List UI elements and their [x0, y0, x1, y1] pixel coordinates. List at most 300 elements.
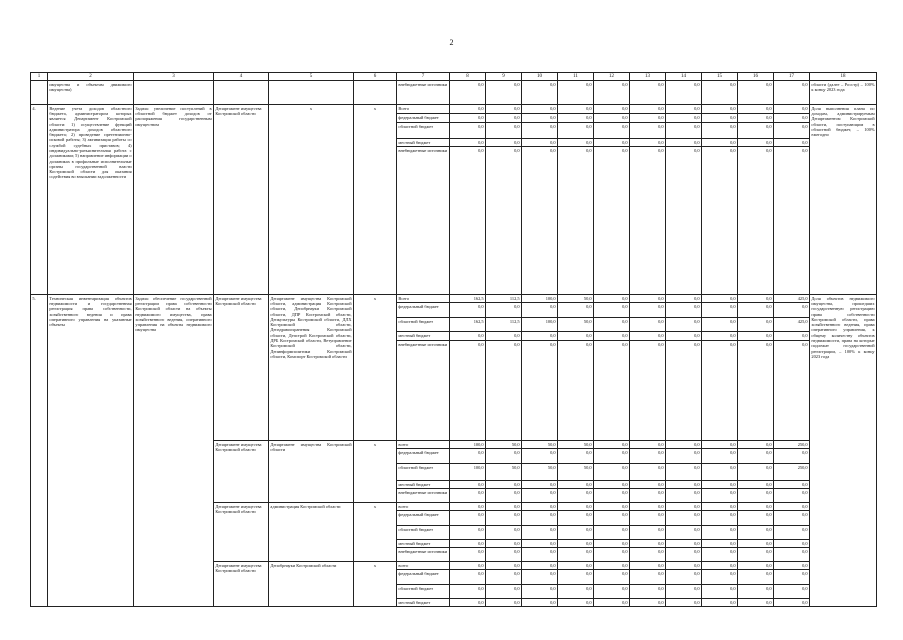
table-cell: федеральный бюджет [397, 303, 450, 318]
table-cell: x [354, 562, 397, 607]
value-cell: 0,0 [702, 540, 738, 548]
value-cell: 0,0 [630, 526, 666, 540]
value-cell: 0,0 [738, 318, 774, 332]
column-header: 14 [666, 73, 702, 81]
value-cell: 0,0 [666, 318, 702, 332]
value-cell: 0,0 [702, 464, 738, 481]
value-cell: 0,0 [738, 449, 774, 464]
value-cell: 0,0 [558, 332, 594, 341]
table-cell: 5. [31, 295, 48, 607]
table-cell: Всего [397, 105, 450, 114]
value-cell: 0,0 [774, 526, 810, 540]
value-cell: 0,0 [558, 489, 594, 503]
value-cell: 0,0 [666, 114, 702, 123]
value-cell: 0,0 [450, 570, 486, 585]
continuation-row [31, 81, 877, 105]
value-cell: 0,0 [594, 464, 630, 481]
table-cell: Всего [397, 295, 450, 303]
value-cell: 0,0 [594, 295, 630, 303]
value-cell: 0,0 [522, 332, 558, 341]
value-cell: 0,0 [738, 303, 774, 318]
value-cell: 0,0 [558, 548, 594, 562]
column-header: 9 [486, 73, 522, 81]
table-cell: федеральный бюджет [397, 114, 450, 123]
column-header: 5 [269, 73, 354, 81]
value-cell: 50,0 [558, 295, 594, 303]
table-cell: области (далее – Росстр) – 100% к концу 2023 года [810, 81, 877, 105]
value-cell: 0,0 [630, 511, 666, 526]
value-cell: 0,0 [594, 489, 630, 503]
value-cell: 0,0 [486, 481, 522, 489]
value-cell: 0,0 [522, 139, 558, 147]
table-cell: местный бюджет [397, 332, 450, 341]
value-cell: 0,0 [738, 441, 774, 449]
table-cell [134, 81, 214, 105]
value-cell: 0,0 [630, 81, 666, 105]
value-cell: 0,0 [486, 570, 522, 585]
value-cell: 50,0 [558, 318, 594, 332]
value-cell: 0,0 [630, 114, 666, 123]
value-cell: 0,0 [630, 123, 666, 139]
value-cell: 0,0 [774, 503, 810, 511]
value-cell: 425,0 [774, 318, 810, 332]
value-cell: 0,0 [738, 562, 774, 570]
value-cell: 0,0 [666, 449, 702, 464]
value-cell: 0,0 [486, 503, 522, 511]
table-cell: областной бюджет [397, 123, 450, 139]
value-cell: 0,0 [630, 540, 666, 548]
value-cell: 0,0 [738, 489, 774, 503]
value-cell: 0,0 [558, 449, 594, 464]
value-cell: 0,0 [666, 481, 702, 489]
value-cell: 0,0 [486, 540, 522, 548]
value-cell: 0,0 [558, 139, 594, 147]
value-cell: 0,0 [486, 123, 522, 139]
value-cell: 0,0 [738, 81, 774, 105]
value-cell: 250,0 [774, 464, 810, 481]
table-cell: местный бюджет [397, 139, 450, 147]
value-cell: 0,0 [522, 123, 558, 139]
value-cell: 0,0 [630, 548, 666, 562]
value-cell: 0,0 [486, 147, 522, 295]
value-cell: 0,0 [594, 123, 630, 139]
value-cell: 0,0 [558, 599, 594, 607]
column-header: 12 [594, 73, 630, 81]
table-cell: x [354, 503, 397, 562]
value-cell: 0,0 [774, 105, 810, 114]
value-cell: 0,0 [630, 147, 666, 295]
value-cell: 0,0 [738, 511, 774, 526]
value-cell: 0,0 [666, 548, 702, 562]
value-cell: 0,0 [594, 303, 630, 318]
value-cell: 0,0 [774, 585, 810, 599]
value-cell: 162,5 [450, 295, 486, 303]
value-cell: 0,0 [702, 318, 738, 332]
value-cell: 0,0 [522, 599, 558, 607]
table-cell: x [269, 105, 354, 295]
value-cell: 0,0 [450, 449, 486, 464]
value-cell: 0,0 [450, 303, 486, 318]
value-cell: 0,0 [666, 147, 702, 295]
value-cell: 0,0 [522, 449, 558, 464]
value-cell: 0,0 [738, 123, 774, 139]
value-cell: 0,0 [558, 570, 594, 585]
value-cell: 0,0 [450, 147, 486, 295]
value-cell: 0,0 [702, 332, 738, 341]
value-cell: 0,0 [630, 449, 666, 464]
value-cell: 0,0 [594, 511, 630, 526]
value-cell: 0,0 [774, 599, 810, 607]
table-cell: имущества и объектам движимого имущества) [48, 81, 134, 105]
table-cell: внебюджетные источники [397, 147, 450, 295]
value-cell: 0,0 [774, 570, 810, 585]
table-cell: Задача: обеспечение государственной регистрации права собственности Костромской области на объекты недвижимого имущества, права хозяйственного ведения, оперативного управления на объекты недвижимого имущества [134, 295, 214, 607]
table-cell: всего [397, 441, 450, 449]
value-cell: 0,0 [558, 526, 594, 540]
value-cell: 0,0 [450, 585, 486, 599]
table-cell: Департамент имущества Костромской области, администрация Костромской области, Депобрнауки Костромской области, ДПР Костромской области, Депкультуры Костромской области, ДЛХ Костромской области, Депздравоохранения Костромской области, Депстрой Костромской области, ДРБ Костромской области, Ветуправление Костромской области, Депинформполитики Костромской области, Комспорт Костромской области [269, 295, 354, 441]
value-cell: 0,0 [702, 585, 738, 599]
table-cell: x [354, 295, 397, 441]
table-cell: внебюджетные источники [397, 548, 450, 562]
value-cell: 0,0 [666, 570, 702, 585]
value-cell: 0,0 [774, 548, 810, 562]
table-cell [214, 81, 269, 105]
value-cell: 0,0 [522, 562, 558, 570]
value-cell: 0,0 [666, 341, 702, 441]
value-cell: 0,0 [702, 441, 738, 449]
value-cell: 0,0 [558, 105, 594, 114]
value-cell: 0,0 [630, 562, 666, 570]
value-cell: 0,0 [522, 341, 558, 441]
value-cell: 100,0 [522, 318, 558, 332]
table-cell: Депобрнауки Костромской области [269, 562, 354, 607]
value-cell: 0,0 [702, 562, 738, 570]
value-cell: 0,0 [774, 147, 810, 295]
value-cell: 0,0 [702, 295, 738, 303]
value-cell: 0,0 [702, 526, 738, 540]
value-cell: 0,0 [486, 599, 522, 607]
value-cell: 0,0 [630, 441, 666, 449]
value-cell: 0,0 [522, 570, 558, 585]
value-cell: 0,0 [558, 303, 594, 318]
table-cell: областной бюджет [397, 585, 450, 599]
value-cell: 50,0 [486, 441, 522, 449]
value-cell: 0,0 [594, 562, 630, 570]
table-cell: Доля выполнения плана по доходам, администрируемым Департаментом Костромской области, поступающим в областной бюджет, – 100% ежегодно [810, 105, 877, 295]
value-cell: 0,0 [594, 105, 630, 114]
table-cell: всего [397, 503, 450, 511]
program-table [30, 72, 877, 607]
value-cell: 0,0 [594, 318, 630, 332]
value-cell: 0,0 [450, 548, 486, 562]
value-cell: 0,0 [486, 303, 522, 318]
value-cell: 0,0 [738, 540, 774, 548]
value-cell: 0,0 [774, 139, 810, 147]
value-cell: 0,0 [594, 81, 630, 105]
value-cell: 0,0 [630, 332, 666, 341]
value-cell: 0,0 [594, 114, 630, 123]
value-cell: 0,0 [738, 548, 774, 562]
value-cell: 0,0 [558, 147, 594, 295]
value-cell: 0,0 [630, 503, 666, 511]
value-cell: 0,0 [558, 562, 594, 570]
value-cell: 0,0 [738, 295, 774, 303]
column-header: 6 [354, 73, 397, 81]
value-cell: 0,0 [666, 585, 702, 599]
value-cell: 0,0 [666, 295, 702, 303]
value-cell: 0,0 [702, 139, 738, 147]
column-header: 8 [450, 73, 486, 81]
value-cell: 0,0 [774, 562, 810, 570]
value-cell: 0,0 [738, 105, 774, 114]
value-cell: 0,0 [666, 464, 702, 481]
value-cell: 0,0 [450, 526, 486, 540]
value-cell: 0,0 [774, 81, 810, 105]
value-cell: 0,0 [738, 481, 774, 489]
column-header: 3 [134, 73, 214, 81]
column-header: 11 [558, 73, 594, 81]
value-cell: 0,0 [630, 489, 666, 503]
value-cell: 0,0 [522, 147, 558, 295]
value-cell: 0,0 [558, 114, 594, 123]
value-cell: 0,0 [702, 570, 738, 585]
value-cell: 0,0 [702, 123, 738, 139]
table-cell: областной бюджет [397, 464, 450, 481]
value-cell: 0,0 [486, 585, 522, 599]
column-header: 2 [48, 73, 134, 81]
row-4-line [31, 105, 877, 114]
table-cell: x [354, 105, 397, 295]
value-cell: 0,0 [666, 503, 702, 511]
value-cell: 0,0 [450, 81, 486, 105]
value-cell: 0,0 [630, 464, 666, 481]
value-cell: 0,0 [774, 341, 810, 441]
value-cell: 0,0 [702, 303, 738, 318]
value-cell: 0,0 [774, 114, 810, 123]
value-cell: 0,0 [774, 540, 810, 548]
table-cell: федеральный бюджет [397, 449, 450, 464]
value-cell: 50,0 [558, 441, 594, 449]
value-cell: 0,0 [666, 489, 702, 503]
value-cell: 0,0 [450, 599, 486, 607]
table-cell: администрация Костромской области [269, 503, 354, 562]
value-cell: 0,0 [594, 570, 630, 585]
value-cell: 0,0 [522, 548, 558, 562]
value-cell: 0,0 [738, 139, 774, 147]
value-cell: 100,0 [450, 441, 486, 449]
value-cell: 0,0 [666, 599, 702, 607]
value-cell: 0,0 [702, 449, 738, 464]
table-cell [354, 81, 397, 105]
value-cell: 0,0 [450, 114, 486, 123]
value-cell: 0,0 [522, 481, 558, 489]
column-header: 1 [31, 73, 48, 81]
value-cell: 100,0 [450, 464, 486, 481]
value-cell: 0,0 [522, 114, 558, 123]
value-cell: 0,0 [558, 503, 594, 511]
value-cell: 0,0 [666, 540, 702, 548]
value-cell: 0,0 [558, 511, 594, 526]
table-cell: федеральный бюджет [397, 570, 450, 585]
value-cell: 0,0 [702, 147, 738, 295]
value-cell: 0,0 [702, 481, 738, 489]
value-cell: 0,0 [486, 562, 522, 570]
value-cell: 0,0 [630, 341, 666, 441]
value-cell: 100,0 [522, 295, 558, 303]
value-cell: 0,0 [666, 105, 702, 114]
value-cell: 0,0 [738, 570, 774, 585]
value-cell: 0,0 [450, 341, 486, 441]
value-cell: 0,0 [738, 503, 774, 511]
value-cell: 0,0 [666, 139, 702, 147]
value-cell: 0,0 [486, 105, 522, 114]
column-header: 18 [810, 73, 877, 81]
value-cell: 0,0 [486, 341, 522, 441]
value-cell: 50,0 [522, 464, 558, 481]
table-cell: внебюджетные источники [397, 341, 450, 441]
value-cell: 0,0 [450, 540, 486, 548]
value-cell: 0,0 [666, 123, 702, 139]
value-cell: 0,0 [450, 332, 486, 341]
value-cell: 0,0 [450, 123, 486, 139]
value-cell: 0,0 [738, 332, 774, 341]
value-cell: 0,0 [774, 123, 810, 139]
table-cell: Задача: увеличение поступлений в областной бюджет доходов от распоряжения государственным имуществом [134, 105, 214, 295]
value-cell: 0,0 [738, 526, 774, 540]
value-cell: 0,0 [486, 81, 522, 105]
value-cell: 0,0 [450, 489, 486, 503]
value-cell: 112,5 [486, 318, 522, 332]
value-cell: 0,0 [486, 114, 522, 123]
table-cell: Департамент имущества Костромской области [214, 562, 269, 607]
table-cell: Департамент имущества Костромской области [269, 441, 354, 503]
value-cell: 0,0 [558, 81, 594, 105]
value-cell: 0,0 [774, 303, 810, 318]
value-cell: 0,0 [630, 105, 666, 114]
value-cell: 0,0 [630, 295, 666, 303]
table-cell: местный бюджет [397, 481, 450, 489]
table-cell: областной бюджет [397, 318, 450, 332]
value-cell: 0,0 [522, 585, 558, 599]
table-cell: 4. [31, 105, 48, 295]
value-cell: 0,0 [738, 114, 774, 123]
value-cell: 0,0 [594, 481, 630, 489]
value-cell: 0,0 [774, 449, 810, 464]
value-cell: 0,0 [522, 540, 558, 548]
table-cell [269, 81, 354, 105]
value-cell: 0,0 [486, 449, 522, 464]
table-cell: местный бюджет [397, 599, 450, 607]
value-cell: 0,0 [666, 562, 702, 570]
value-cell: 0,0 [450, 503, 486, 511]
value-cell: 0,0 [630, 570, 666, 585]
value-cell: 0,0 [522, 81, 558, 105]
table-cell: Техническая инвентаризация объектов недвижимости и государственная регистрация права собственности, хозяйственного ведения и права оперативного управления на указанные объекты [48, 295, 134, 607]
value-cell: 0,0 [450, 105, 486, 114]
table-cell: внебюджетные источники [397, 489, 450, 503]
header-row [31, 73, 877, 81]
table-cell: Департамент имущества Костромской области [214, 503, 269, 562]
column-header: 10 [522, 73, 558, 81]
value-cell: 0,0 [774, 481, 810, 489]
value-cell: 0,0 [486, 139, 522, 147]
value-cell: 0,0 [738, 585, 774, 599]
value-cell: 0,0 [666, 441, 702, 449]
value-cell: 425,0 [774, 295, 810, 303]
value-cell: 50,0 [558, 464, 594, 481]
value-cell: 0,0 [450, 562, 486, 570]
value-cell: 112,5 [486, 295, 522, 303]
value-cell: 0,0 [702, 489, 738, 503]
table-cell: всего [397, 562, 450, 570]
value-cell: 0,0 [558, 341, 594, 441]
table-cell: областной бюджет [397, 526, 450, 540]
value-cell: 0,0 [702, 599, 738, 607]
value-cell: 0,0 [522, 303, 558, 318]
value-cell: 0,0 [594, 139, 630, 147]
value-cell: 0,0 [558, 123, 594, 139]
table-cell [31, 81, 48, 105]
column-header: 16 [738, 73, 774, 81]
column-header: 17 [774, 73, 810, 81]
table-cell: местный бюджет [397, 540, 450, 548]
value-cell: 0,0 [594, 503, 630, 511]
value-cell: 0,0 [702, 105, 738, 114]
value-cell: 0,0 [702, 81, 738, 105]
value-cell: 0,0 [594, 599, 630, 607]
value-cell: 0,0 [594, 147, 630, 295]
value-cell: 250,0 [774, 441, 810, 449]
value-cell: 0,0 [666, 332, 702, 341]
value-cell: 0,0 [630, 599, 666, 607]
column-header: 13 [630, 73, 666, 81]
value-cell: 0,0 [738, 464, 774, 481]
table-cell: Департамент имущества Костромской области [214, 441, 269, 503]
value-cell: 0,0 [594, 341, 630, 441]
value-cell: 0,0 [450, 139, 486, 147]
table-cell: Ведение учета доходов областного бюджета, администратором которых является Департамент Костромской области: 1) осуществление функций администратора доходов областного бюджета; 2) проведение претензионно-исковой работы; 3) активизация работы со службой судебных приставов; 4) индивидуально-разъяснительная работа с должниками; 5) направление информации о должниках в профильные исполнительные органы государственной власти Костромской области для оказания содействия во взыскании задолженности [48, 105, 134, 295]
value-cell: 0,0 [522, 105, 558, 114]
table-cell: федеральный бюджет [397, 511, 450, 526]
value-cell: 0,0 [630, 139, 666, 147]
value-cell: 0,0 [486, 548, 522, 562]
value-cell: 0,0 [594, 332, 630, 341]
value-cell: 0,0 [450, 481, 486, 489]
value-cell: 0,0 [486, 526, 522, 540]
value-cell: 0,0 [558, 540, 594, 548]
value-cell: 0,0 [738, 599, 774, 607]
value-cell: 0,0 [666, 303, 702, 318]
value-cell: 0,0 [522, 489, 558, 503]
value-cell: 0,0 [522, 503, 558, 511]
value-cell: 0,0 [594, 548, 630, 562]
value-cell: 0,0 [630, 303, 666, 318]
value-cell: 0,0 [558, 481, 594, 489]
value-cell: 0,0 [702, 114, 738, 123]
table-cell: Департамент имущества Костромской области [214, 105, 269, 295]
table-cell: внебюджетные источники [397, 81, 450, 105]
value-cell: 0,0 [630, 481, 666, 489]
value-cell: 0,0 [594, 441, 630, 449]
value-cell: 0,0 [702, 341, 738, 441]
row-5-line [31, 295, 877, 303]
value-cell: 0,0 [594, 449, 630, 464]
value-cell: 0,0 [486, 511, 522, 526]
value-cell: 0,0 [486, 489, 522, 503]
table-cell: Департамент имущества Костромской области [214, 295, 269, 441]
value-cell: 0,0 [666, 526, 702, 540]
